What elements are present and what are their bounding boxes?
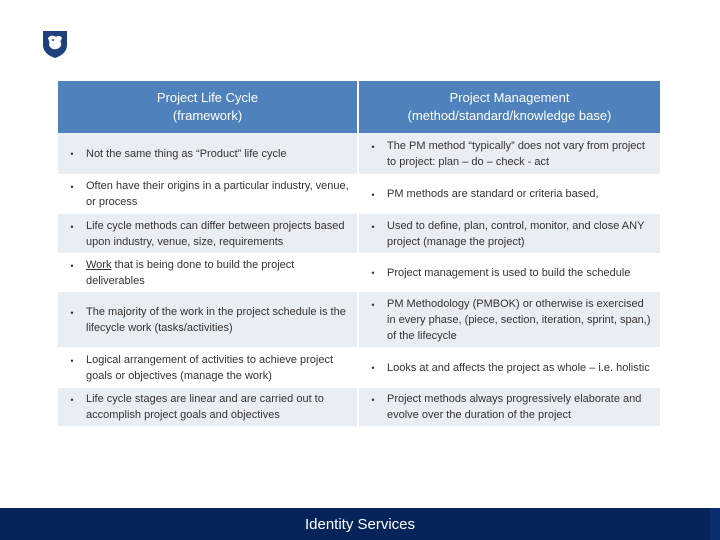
column-header-line: Project Management <box>449 90 570 105</box>
bullet: • <box>70 395 74 405</box>
bullet: • <box>371 189 375 200</box>
bullet: • <box>371 141 375 152</box>
table-cell <box>58 133 358 174</box>
column-header-project-management <box>358 81 660 133</box>
cell-text: Logical arrangement of activities to achieve project goals or objectives (manage the work) <box>86 353 334 382</box>
bullet: • <box>371 221 375 232</box>
table-cell <box>58 388 358 426</box>
table-row <box>58 292 660 347</box>
bullet: • <box>70 355 74 366</box>
column-header-line: Project Life Cycle <box>156 90 259 105</box>
cell-text: The majority of the work in the project schedule is the lifecycle work (tasks/activities) <box>86 305 346 334</box>
table-cell <box>358 388 660 426</box>
table-cell <box>358 214 660 253</box>
bullet: • <box>371 268 375 278</box>
cell-text: Life cycle methods can differ between projects based upon industry, venue, size, requirements <box>86 219 345 248</box>
footer-accent <box>710 508 720 540</box>
cell-text: Often have their origins in a particular industry, venue, or process <box>86 180 349 208</box>
column-header-project-life-cycle <box>58 81 358 133</box>
table-cell <box>358 347 660 388</box>
cell-text: Not the same thing as “Product” life cycle <box>86 147 287 160</box>
comparison-table <box>58 81 660 426</box>
cell-text: Life cycle stages are linear and are carried out to accomplish project goals and objectives <box>86 393 324 421</box>
underlined-word: Work <box>86 258 112 271</box>
cell-text: PM Methodology (PMBOK) or otherwise is exercised in every phase, (piece, section, iteration, sprint, span,) of the lifecycle <box>387 297 651 342</box>
cell-text: Project management is used to build the schedule <box>387 266 631 279</box>
table-row <box>58 174 660 214</box>
table-row <box>58 347 660 388</box>
table-cell <box>358 174 660 214</box>
table-row <box>58 133 660 174</box>
table-cell <box>58 347 358 388</box>
cell-text: Used to define, plan, control, monitor, and close ANY project (manage the project) <box>387 219 645 248</box>
table-cell <box>358 253 660 292</box>
bullet: • <box>371 395 375 405</box>
column-header-line: (framework) <box>172 108 243 123</box>
bullet: • <box>371 363 375 373</box>
table-header-row <box>58 81 660 133</box>
bullet: • <box>70 182 74 192</box>
bullet: • <box>70 307 74 318</box>
cell-text: Looks at and affects the project as whole – i.e. holistic <box>387 361 650 374</box>
table-row <box>58 214 660 253</box>
table-cell <box>58 174 358 214</box>
table-cell <box>358 133 660 174</box>
footer-bar <box>0 508 720 540</box>
cell-text: PM methods are standard or criteria based, <box>387 188 599 200</box>
cell-text: Project methods always progressively elaborate and evolve over the duration of the project <box>387 393 642 421</box>
lion-shield-icon <box>41 29 69 59</box>
bullet: • <box>371 299 375 310</box>
cell-text: The PM method “typically” does not vary from project to project: plan – do – check - act <box>387 139 645 168</box>
table-row <box>58 388 660 426</box>
table-cell <box>358 292 660 347</box>
footer-label: Identity Services <box>304 515 416 533</box>
bullet: • <box>70 149 74 159</box>
bullet: • <box>70 260 74 271</box>
table-cell <box>58 292 358 347</box>
cell-text <box>86 257 357 289</box>
table-cell <box>58 253 358 292</box>
cell-text-rest: that is being done to build the project deliverables <box>86 258 295 287</box>
table-cell <box>58 214 358 253</box>
bullet: • <box>70 221 74 232</box>
table-row <box>58 253 660 292</box>
column-header-line: (method/standard/knowledge base) <box>407 108 612 123</box>
